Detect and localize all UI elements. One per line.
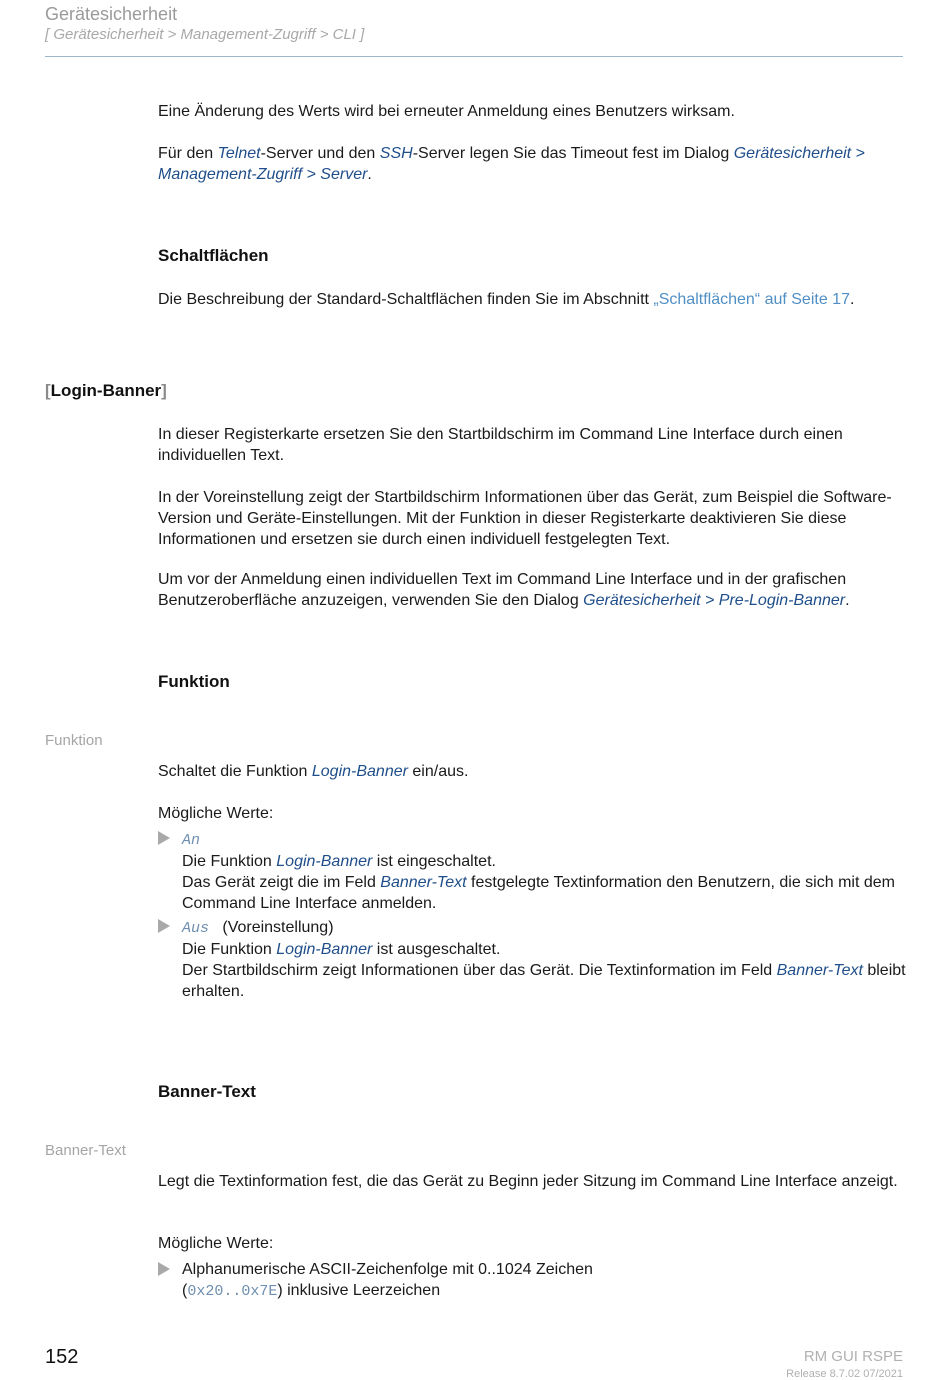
link-login-banner[interactable]: Login-Banner [276,941,373,958]
banner-text-description: Legt die Textinformation fest, die das Gerät zu Beginn jeder Sitzung im Command Line Interface anzeigt. [158,1173,898,1190]
paragraph-login-banner-3: Um vor der Anmeldung einen individuellen Text im Command Line Interface und in der grafischen Benutzeroberfläche anzuzeigen, verwenden Sie den Dialog Gerätesicherheit > Pre-Login-Banner. [158,571,850,609]
side-label-banner-text: Banner-Text [45,1142,126,1159]
link-telnet[interactable]: Telnet [217,145,261,162]
link-pre-login-banner[interactable]: Gerätesicherheit > Pre-Login-Banner [583,592,846,609]
value-an: An [182,832,201,849]
side-label-funktion: Funktion [45,732,103,749]
funktion-description: Schaltet die Funktion Login-Banner ein/aus. [158,763,469,780]
paragraph-login-banner-2: In der Voreinstellung zeigt der Startbildschirm Informationen über das Gerät, zum Beispiel die Software-Version und Geräte-Einstellungen. Mit der Funktion in dieser Registerkarte deaktivieren Sie diese Informationen und ersetzen sie durch einen individuell festgelegten Text. [158,489,892,548]
heading-funktion: Funktion [158,672,230,691]
paragraph-timeout-dialog: Für den Telnet-Server und den SSH-Server legen Sie das Timeout fest im Dialog Gerätesicherheit > Management-Zugriff > Server. [158,145,865,183]
value-an-item: An Die Funktion Login-Banner ist eingeschaltet. Das Gerät zeigt die im Feld Banner-Text festgelegte Textinformation den Benutzern, die sich mit dem Command Line Interface anmelden. [182,832,895,912]
bullet-triangle-icon [158,831,170,845]
banner-text-values-label: Mögliche Werte: [158,1235,274,1252]
header-divider [45,56,903,57]
footer-release: Release 8.7.02 07/2021 [786,1368,903,1380]
section-title-login-banner: [Login-Banner] [45,381,167,400]
code-range: 0x20..0x7E [187,1283,278,1300]
link-dialog-path-1[interactable]: Gerätesicherheit > [733,145,865,162]
footer-doc-title: RM GUI RSPE [803,1348,903,1365]
page-number: 152 [45,1346,79,1368]
value-aus-item: Aus (Voreinstellung) Die Funktion Login-Banner ist ausgeschaltet. Der Startbildschirm zeigt Informationen über das Gerät. Die Textinformation im Feld Banner-Text bleibt erhalten. [182,919,906,1000]
link-ssh[interactable]: SSH [379,145,413,162]
running-header-title: Gerätesicherheit [45,4,178,24]
bullet-triangle-icon [158,919,170,933]
paragraph-buttons-ref: Die Beschreibung der Standard-Schaltflächen finden Sie im Abschnitt „Schaltflächen“ auf Seite 17. [158,291,855,308]
bullet-triangle-icon [158,1262,170,1276]
link-dialog-path-2[interactable]: Management-Zugriff > Server [158,166,368,183]
link-banner-text[interactable]: Banner-Text [776,962,863,979]
default-note: (Voreinstellung) [222,919,334,936]
heading-banner-text: Banner-Text [158,1082,256,1101]
funktion-values-label: Mögliche Werte: [158,805,274,822]
breadcrumb: [ Gerätesicherheit > Management-Zugriff > CLI ] [45,26,365,43]
heading-schaltflaechen: Schaltflächen [158,246,269,265]
xref-schaltflaechen[interactable]: „Schaltflächen“ auf Seite 17 [653,291,850,308]
link-banner-text[interactable]: Banner-Text [380,874,467,891]
value-aus: Aus [182,920,210,937]
paragraph-timeout-change: Eine Änderung des Werts wird bei erneuter Anmeldung eines Benutzers wirksam. [158,103,735,120]
value-ascii-item: Alphanumerische ASCII-Zeichenfolge mit 0..1024 Zeichen (0x20..0x7E) inklusive Leerzeichen [182,1261,593,1300]
paragraph-login-banner-1: In dieser Registerkarte ersetzen Sie den Startbildschirm im Command Line Interface durch einen individuellen Text. [158,426,843,464]
link-login-banner[interactable]: Login-Banner [276,853,373,870]
link-login-banner[interactable]: Login-Banner [311,763,408,780]
